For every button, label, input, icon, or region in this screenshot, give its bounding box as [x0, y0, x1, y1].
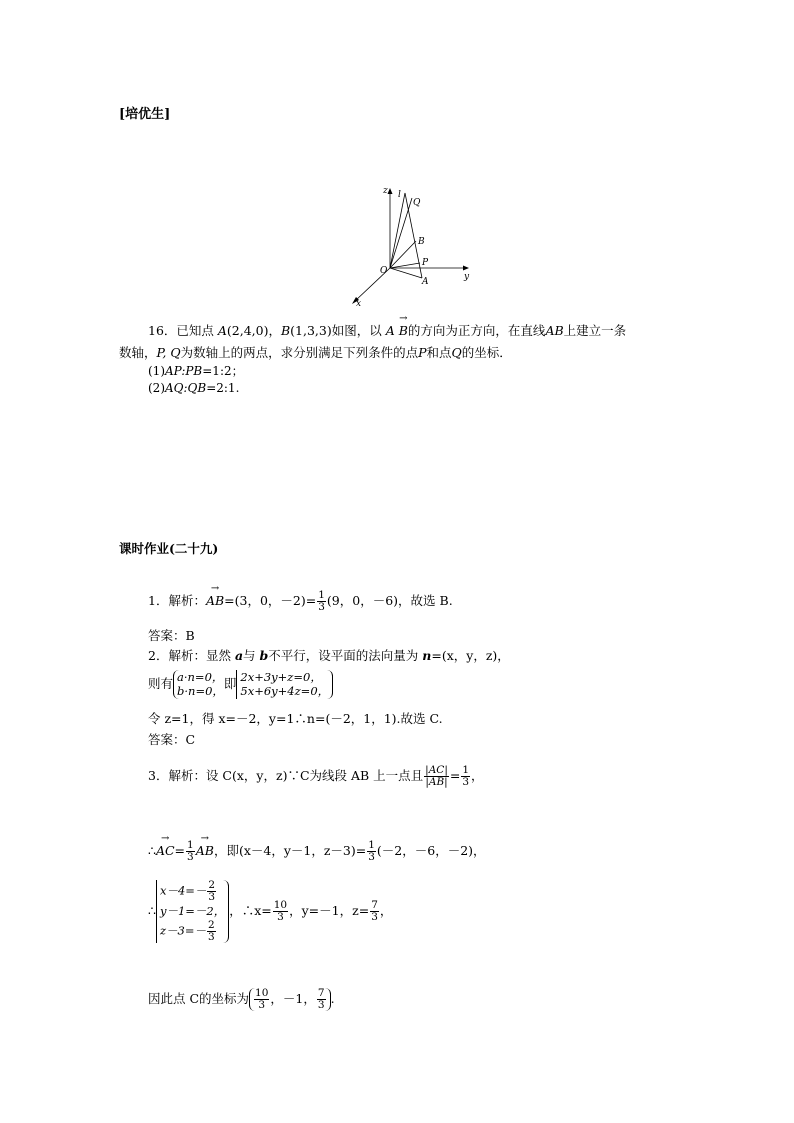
answer-1-result: 答案：B [148, 628, 195, 643]
problem-16-condition-1: (1)AP:PB=1:2； [148, 364, 244, 378]
axis-z-label: z [383, 186, 388, 196]
answer-3-conclusion: 因此点 C的坐标为 $\frac{10}{3}$ ，－1， $\frac{7}{3}$ . [148, 987, 335, 1012]
vector-oq [390, 198, 412, 268]
problem-16-condition-2: (2)AQ:QB=2:1. [148, 381, 240, 395]
problem-16-line-2: 数轴，P, Q为数轴上的两点，求分别满足下列条件的点P和点Q的坐标． [119, 345, 512, 360]
point-a-label: A [422, 277, 429, 287]
section-title: [培优生] [119, 107, 171, 122]
answer-3-analysis: 3．解析：设 C(x，y，z)∵C为线段 AB 上一点且 $\frac{|AC|}{|AB|}$ = $\frac{1}{3}$ ， [148, 764, 484, 789]
origin-label: O [380, 266, 388, 276]
fraction: $\frac{1}{3}$ [462, 764, 470, 789]
answer-2-solution: 令 z=1，得 x=－2，y=1∴n=(－2，1，1).故选 C. [148, 711, 443, 726]
fraction: $\frac{1}{3}$ [187, 839, 194, 864]
axis-y-label: y [464, 272, 470, 282]
answer-3-vector-equation: ∴→ AC= $\frac{1}{3}$ → AB，即(x－4，y－1，z－3)= $\frac{1}{3}$ (－2，－6，－2)， [148, 840, 486, 863]
answer-2-analysis: 2．解析：显然 a与 b不平行，设平面的法向量为 n=(x，y，z)， [148, 648, 510, 663]
y-axis-arrow-icon [463, 266, 469, 271]
answer-2-result: 答案：C [148, 732, 196, 747]
equation-system-1: a·n=0， b·n=0， [173, 670, 224, 699]
coordinate-parenthesis: $\frac{10}{3}$ ，－1， $\frac{7}{3}$ [249, 988, 331, 1011]
z-axis-arrow-icon [388, 188, 393, 194]
answer-1-analysis: 1．解析：→ AB=(3，0，－2)= $\frac{1}{3}$ (9，0，－6)，故选 B. [148, 590, 453, 613]
line-l [390, 193, 405, 268]
fraction: $\frac{1}{3}$ [368, 839, 375, 864]
vector-ab: → B [399, 323, 408, 338]
equation-system-2: 2x+3y+z=0， 5x+6y+4z=0， [236, 670, 333, 699]
fraction: $\frac{1}{3}$ [318, 589, 325, 614]
point-p-label: P [422, 258, 429, 268]
vector-oa [390, 268, 422, 278]
coordinate-diagram [340, 183, 480, 308]
equation-system-3: x－4=－ $\frac{2}{3}$ y－1=－2， z－3=－ $\frac{2}{3}$ [156, 880, 229, 943]
answer-3-system: ∴ x－4=－ $\frac{2}{3}$ y－1=－2， z－3=－ $\frac{2}{3}$ ，∴x= $\frac{10}{3}$ ，y=－1，z= $\frac{7}{3}$ ， [148, 879, 393, 944]
point-b-label: B [418, 237, 425, 247]
answer-2-system: 则有 a·n=0， b·n=0， 即 2x+3y+z=0， 5x+6y+4z=0， [148, 670, 333, 699]
point-q-label: Q [413, 198, 421, 208]
fraction: $\frac{|AC|}{|AB|}$ [425, 764, 448, 789]
axis-x-label: x [356, 299, 362, 308]
problem-16-line-1: 16．已知点 A(2,4,0)，B(1,3,3)如图，以 A → B的方向为正方向，在直线AB上建立一条 [148, 321, 626, 339]
homework-title: 课时作业(二十九) [119, 541, 219, 556]
line-l-label: l [398, 190, 401, 200]
